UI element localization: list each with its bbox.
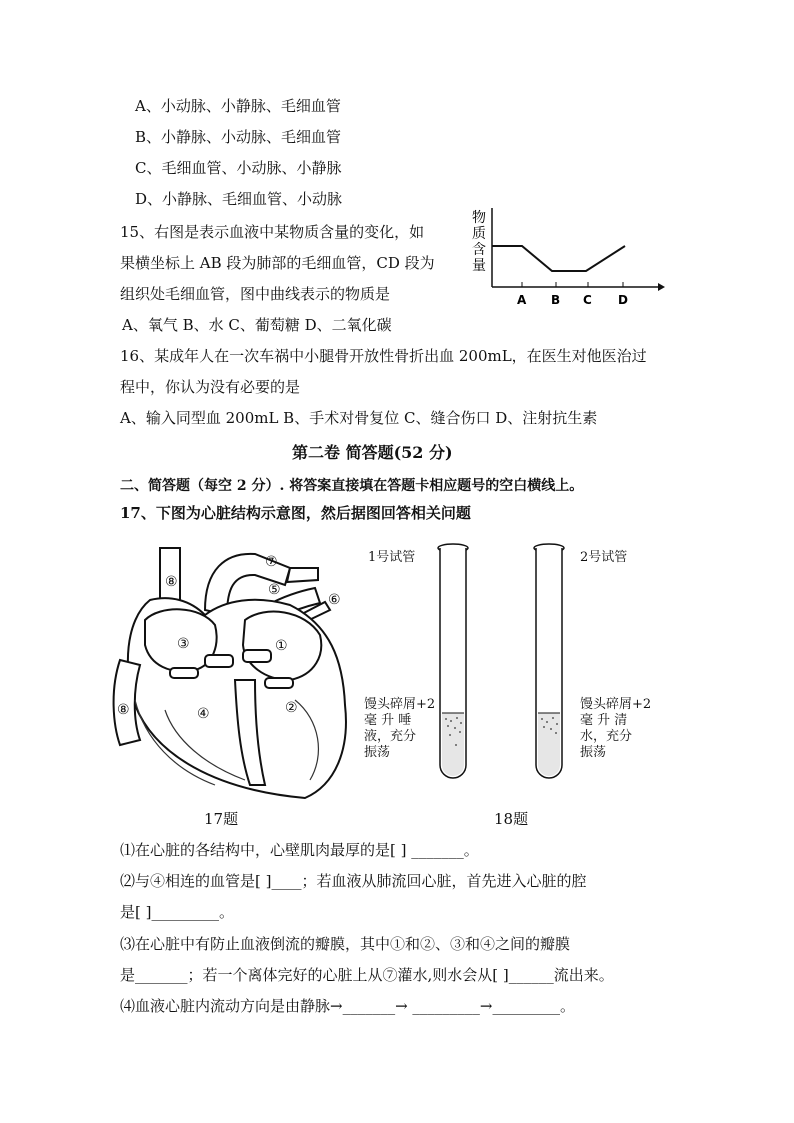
q14-option-c: C、毛细血管、小动脉、小静脉 (135, 159, 342, 177)
tube2-note-1: 馒头碎屑+2 (580, 697, 652, 712)
q15-ylabel-3: 含 (472, 242, 486, 258)
q16-line-2: 程中，你认为没有必要的是 (120, 378, 301, 396)
heart-label-7: ⑦ (265, 554, 278, 570)
tube1-note-4: 振荡 (364, 745, 391, 760)
tube2-label: 2号试管 (580, 550, 628, 565)
heart-label-6: ⑥ (328, 592, 341, 608)
tube1-note-1: 馒头碎屑+2 (364, 697, 436, 712)
heart-label-3: ③ (177, 636, 190, 652)
heart-label-8-top: ⑧ (165, 574, 178, 590)
q15-graph (460, 200, 665, 310)
tube2-mixture (538, 713, 560, 776)
test-tubes (436, 540, 576, 785)
q17-question-1: ⑴在心脏的各结构中，心壁肌肉最厚的是[ ] _______。 (120, 841, 479, 859)
q15-x-arrow (658, 283, 665, 291)
tube2-note-2: 毫 升 清 (580, 713, 628, 728)
tube2-note-3: 水，充分 (580, 729, 633, 744)
q15-ylabel-1: 物 (472, 210, 486, 226)
section-title: 第二卷 简答题(52 分) (292, 443, 453, 462)
tube1-label: 1号试管 (368, 550, 416, 565)
heart-label-4: ④ (197, 706, 210, 722)
heart-diagram (105, 540, 360, 802)
q15-xtick-c: C (583, 293, 592, 307)
q15-line-2: 果横坐标上 AB 段为肺部的毛细血管，CD 段为 (120, 254, 435, 272)
fig18-caption: 18题 (494, 810, 529, 828)
q14-option-d: D、小静脉、毛细血管、小动脉 (135, 190, 343, 208)
q15-xtick-d: D (618, 293, 628, 307)
q14-option-b: B、小静脉、小动脉、毛细血管 (135, 128, 342, 146)
tube2-note-4: 振荡 (580, 745, 607, 760)
heart-label-1: ① (275, 638, 288, 654)
q17-question-2-cont: 是[ ]_________。 (120, 903, 234, 921)
section-instruction: 二、简答题（每空 2 分）. 将答案直接填在答题卡相应题号的空白横线上。 (120, 478, 584, 494)
q15-line-1: 15、右图是表示血液中某物质含量的变化，如 (120, 223, 425, 241)
q17-question-3: ⑶在心脏中有防止血液倒流的瓣膜，其中①和②、③和④之间的瓣膜 (120, 935, 571, 953)
fig17-caption: 17题 (204, 810, 239, 828)
q17-stem: 17、下图为心脏结构示意图，然后据图回答相关问题 (120, 504, 471, 522)
q15-line-3: 组织处毛细血管，图中曲线表示的物质是 (120, 285, 391, 303)
q15-curve (492, 246, 625, 271)
heart-label-5: ⑤ (268, 582, 281, 598)
q16-line-1: 16、某成年人在一次车祸中小腿骨开放性骨折出血 200mL，在医生对他医治过 (120, 347, 647, 365)
heart-label-8-bottom: ⑧ (117, 702, 130, 718)
q14-option-a: A、小动脉、小静脉、毛细血管 (135, 97, 341, 115)
tube1-note-2: 毫 升 唾 (364, 713, 412, 728)
q16-options: A、输入同型血 200mL B、手术对骨复位 C、缝合伤口 D、注射抗生素 (120, 409, 598, 427)
q15-xtick-a: A (517, 293, 527, 307)
q15-xtick-b: B (551, 293, 561, 307)
q15-ylabel-2: 质 (472, 226, 486, 242)
tube1-note-3: 液，充分 (364, 729, 417, 744)
q15-options: A、氧气 B、水 C、葡萄糖 D、二氧化碳 (122, 316, 392, 334)
q17-question-2: ⑵与④相连的血管是[ ]____；若血液从肺流回心脏，首先进入心脏的腔 (120, 872, 587, 890)
q17-question-3-cont: 是_______；若一个离体完好的心脏上从⑦灌水,则水会从[ ]______流出来。 (120, 966, 614, 984)
q17-question-4: ⑷血液心脏内流动方向是由静脉→_______→ _________→_________。 (120, 997, 575, 1015)
heart-label-2: ② (285, 700, 298, 716)
q15-ylabel-4: 量 (472, 258, 486, 274)
